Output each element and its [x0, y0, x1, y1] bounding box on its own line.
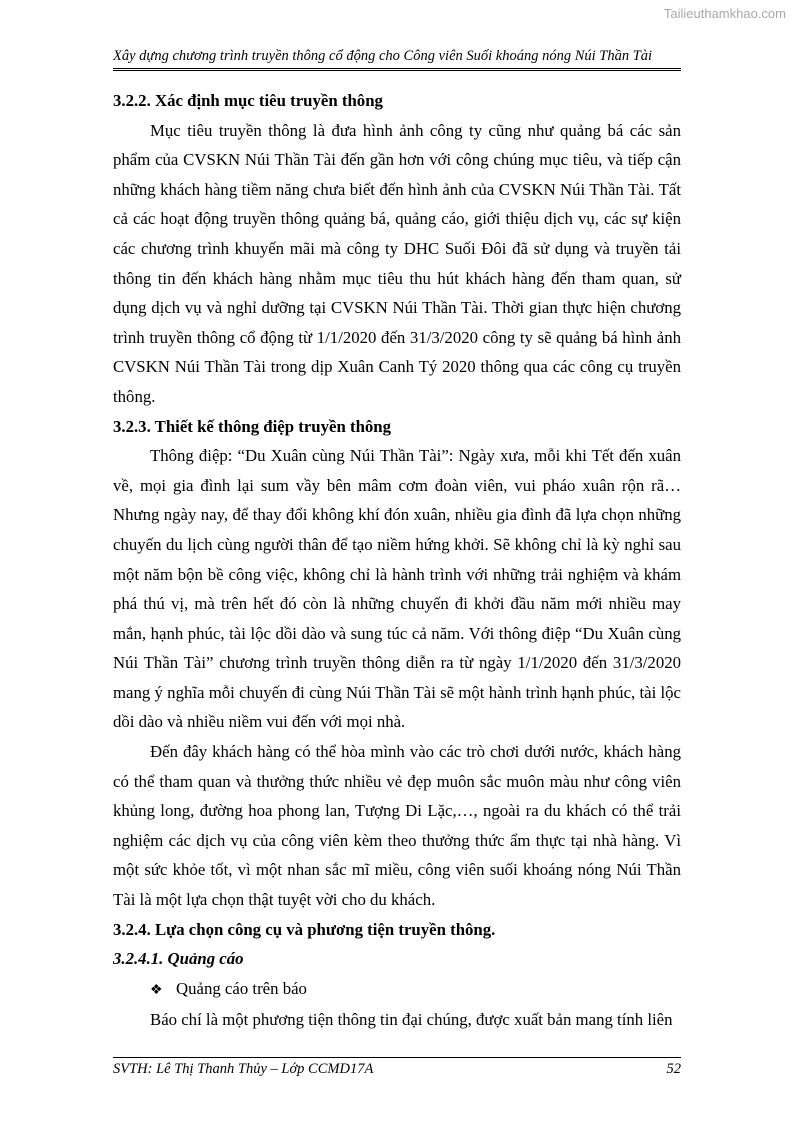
subsection-heading-3-2-4-1: 3.2.4.1. Quảng cáo	[113, 949, 244, 969]
bullet-text: Quảng cáo trên báo	[176, 978, 307, 998]
section-heading-3-2-3: 3.2.3. Thiết kế thông điệp truyền thông	[113, 416, 392, 436]
diamond-bullet-icon: ❖	[150, 982, 163, 998]
page-content	[113, 86, 681, 1035]
running-header: Xây dựng chương trình truyền thông cổ động cho Công viên Suối khoáng nóng Núi Thần Tài	[113, 48, 681, 71]
paragraph: Mục tiêu truyền thông là đưa hình ảnh công ty cũng như quảng bá các sản phẩm của CVSKN Núi Thần Tài đến gần hơn với công chúng mục tiêu, và tiếp cận những khách hàng tiềm năng chưa biết đến hình ảnh của CVSKN Núi Thần Tài. Tất cả các hoạt động truyền thông quảng bá, quảng cáo, giới thiệu dịch vụ, các sự kiện các chương trình khuyến mãi mà công ty DHC Suối Đôi đã sử dụng và truyền tải thông tin đến khách hàng nhằm mục tiêu thu hút khách hàng đến tham quan, sử dụng dịch vụ và nghỉ dưỡng tại CVSKN Núi Thần Tài. Thời gian thực hiện chương trình truyền thông cổ động từ 1/1/2020 đến 31/3/2020 công ty sẽ quảng bá hình ảnh CVSKN Núi Thần Tài trong dịp Xuân Canh Tý 2020 thông qua các công cụ truyền thông.	[113, 120, 681, 406]
page-footer	[113, 1057, 681, 1078]
watermark: Tailieuthamkhao.com	[663, 6, 786, 21]
section-heading-3-2-2: 3.2.2. Xác định mục tiêu truyền thông	[113, 91, 383, 110]
paragraph: Báo chí là một phương tiện thông tin đại chúng, được xuất bản mang tính liên	[150, 1010, 673, 1030]
page-number: 52	[666, 1061, 681, 1077]
paragraph: Thông điệp: “Du Xuân cùng Núi Thần Tài”: Ngày xưa, mỗi khi Tết đến xuân về, mọi gia đình lại sum vầy bên mâm cơm đoàn viên, vui pháo xuân rộn rã… Nhưng ngày nay, để thay đổi không khí đón xuân, nhiều gia đình đã lựa chọn những chuyến du lịch cùng người thân để tạo niềm hứng khởi. Sẽ không chỉ là kỳ nghỉ sau một năm bộn bề công việc, không chỉ là hành trình với những trải nghiệm và khám phá thú vị, mà trên hết đó còn là những chuyến đi khởi đầu năm mới nhiều may mắn, hạnh phúc, tài lộc dồi dào và sung túc cả năm. Với thông điệp “Du Xuân cùng Núi Thần Tài” chương trình truyền thông diễn ra từ ngày 1/1/2020 đến 31/3/2020 mang ý nghĩa mỗi chuyến đi cùng Núi Thần Tài sẽ một hành trình hạnh phúc, tài lộc dồi dào và nhiều niềm vui đến với mọi nhà.	[113, 446, 681, 732]
section-heading-3-2-4: 3.2.4. Lựa chọn công cụ và phương tiện truyền thông.	[113, 919, 496, 939]
bullet-item	[113, 974, 681, 1006]
footer-author: SVTH: Lê Thị Thanh Thủy – Lớp CCMD17A	[113, 1061, 374, 1077]
paragraph: Đến đây khách hàng có thể hòa mình vào các trò chơi dưới nước, khách hàng có thể tham quan và thưởng thức nhiều vẻ đẹp muôn sắc muôn màu như công viên khủng long, đường hoa phong lan, Tượng Di Lặc,…, ngoài ra du khách có thể trải nghiệm các dịch vụ của công viên kèm theo thưởng thức ẩm thực tại nhà hàng. Vì một sức khỏe tốt, vì một nhan sắc mĩ miều, công viên suối khoáng nóng Núi Thần Tài là một lựa chọn thật tuyệt vời cho du khách.	[113, 742, 681, 910]
